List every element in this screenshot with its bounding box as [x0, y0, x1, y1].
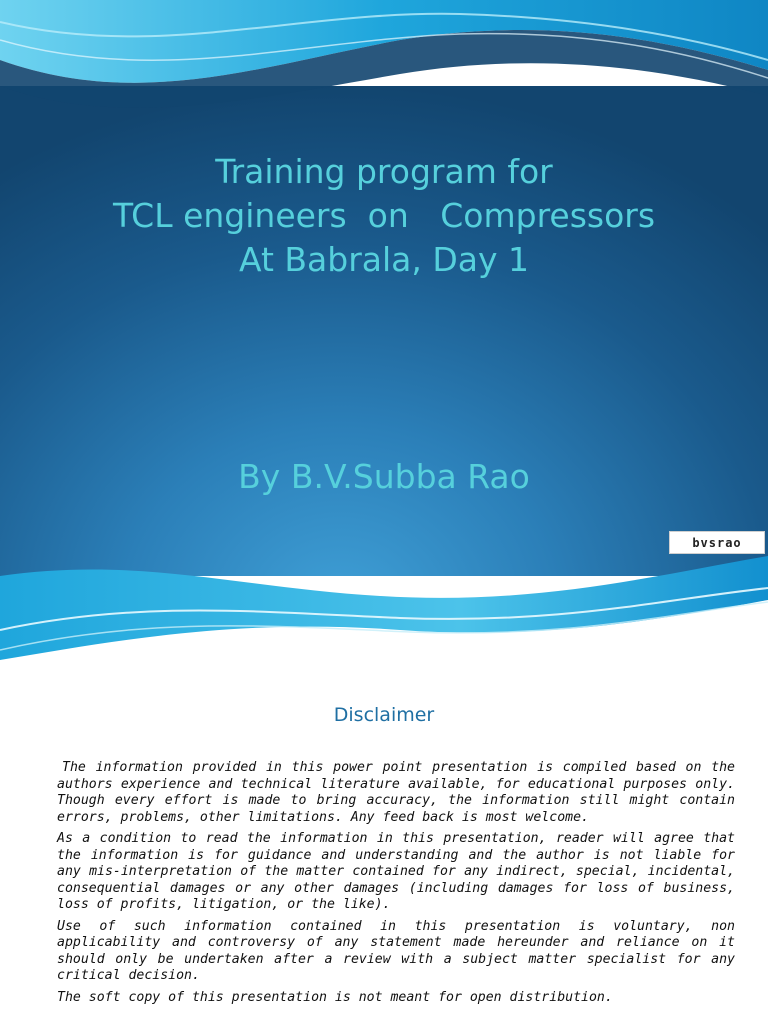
disclaimer-slide	[0, 668, 768, 1024]
disclaimer-paragraph-1: The information provided in this power point presentation is compiled based on the authors experience and technical literature available, for educational purposes only. Though every effort is made to bring accuracy, the information still might contain errors, problems, other limitations. Any feed back is most welcome.	[57, 760, 735, 825]
disclaimer-heading: Disclaimer	[333, 704, 435, 726]
bvsrao-logo: bvsrao	[669, 531, 765, 554]
disclaimer-paragraph-3: Use of such information contained in this presentation is voluntary, non applicability and controversy of any statement made hereunder and reliance on it should only be undertaken after a review with a subject matter specialist for any critical decision.	[57, 918, 735, 983]
title-line-2: TCL engineers on Compressors	[112, 196, 656, 235]
slide-title	[40, 150, 728, 282]
author-line: By B.V.Subba Rao	[238, 457, 530, 496]
title-line-3: At Babrala, Day 1	[238, 240, 530, 279]
disclaimer-body	[57, 760, 735, 1011]
disclaimer-paragraph-2: As a condition to read the information in this presentation, reader will agree that the information is for guidance and understanding and the author is not liable for any mis-interpretation of the matter contained for any indirect, special, incidental, consequential damages or any other damages (including damages for loss of business, loss of profits, litigation, or the like).	[57, 831, 735, 912]
title-line-1: Training program for	[215, 152, 553, 191]
disclaimer-paragraph-4: The soft copy of this presentation is not meant for open distribution.	[57, 989, 613, 1005]
